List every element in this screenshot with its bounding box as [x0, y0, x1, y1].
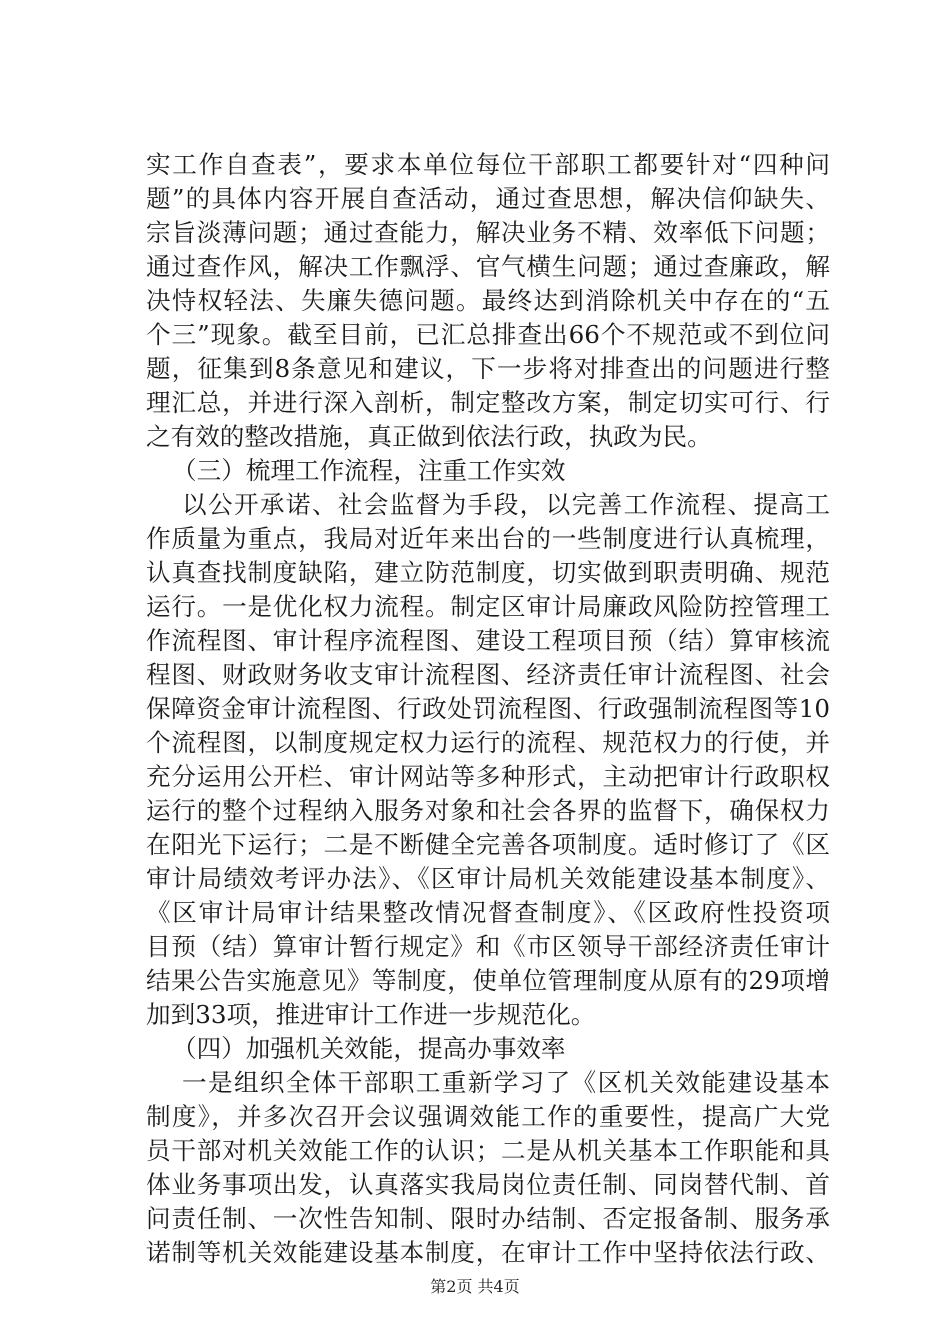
text-line: 宗旨淡薄问题；通过查能力，解决业务不精、效率低下问题； [146, 218, 830, 247]
text-line: 目预（结）算审计暂行规定》和《市区领导干部经济责任审计 [146, 932, 830, 961]
text-line: 充分运用公开栏、审计网站等多种形式，主动把审计行政职权 [146, 762, 830, 791]
text-line: 运行。一是优化权力流程。制定区审计局廉政风险防控管理工 [146, 592, 830, 621]
page-number-footer: 第2页 共4页 [430, 1277, 520, 1296]
text-line: 以公开承诺、社会监督为手段，以完善工作流程、提高工 [182, 490, 830, 519]
text-line: 一是组织全体干部职工重新学习了《区机关效能建设基本 [182, 1068, 830, 1097]
text-line: 作质量为重点，我局对近年来出台的一些制度进行认真梳理， [146, 524, 830, 553]
text-line: 理汇总，并进行深入剖析，制定整改方案，制定切实可行、行 [146, 388, 830, 417]
text-line: 《区审计局审计结果整改情况督查制度》、《区政府性投资项 [146, 898, 830, 927]
text-line: 实工作自查表”，要求本单位每位干部职工都要针对“四种问 [146, 150, 830, 179]
text-line: 通过查作风，解决工作飘浮、官气横生问题；通过查廉政，解 [146, 252, 830, 281]
text-line: 个流程图，以制度规定权力运行的流程、规范权力的行使，并 [146, 728, 830, 757]
text-line: 加到33项，推进审计工作进一步规范化。 [146, 1000, 596, 1029]
text-line: 认真查找制度缺陷，建立防范制度，切实做到职责明确、规范 [146, 558, 830, 587]
text-line: 作流程图、审计程序流程图、建设工程项目预（结）算审核流 [146, 626, 830, 655]
text-line: 问责任制、一次性告知制、限时办结制、否定报备制、服务承 [146, 1204, 830, 1233]
text-line: 结果公告实施意见》等制度，使单位管理制度从原有的29项增 [146, 966, 830, 995]
text-line: 诺制等机关效能建设基本制度，在审计工作中坚持依法行政、 [146, 1238, 830, 1267]
section-heading: （四）加强机关效能，提高办事效率 [172, 1034, 566, 1063]
text-line: 题”的具体内容开展自查活动，通过查思想，解决信仰缺失、 [146, 184, 830, 213]
text-line: 运行的整个过程纳入服务对象和社会各界的监督下，确保权力 [146, 796, 830, 825]
text-line: 题，征集到8条意见和建议，下一步将对排查出的问题进行整 [146, 354, 830, 383]
text-line: 之有效的整改措施，真正做到依法行政，执政为民。 [146, 422, 712, 451]
text-line: 审计局绩效考评办法》、《区审计局机关效能建设基本制度》、 [146, 864, 830, 893]
text-line: 决恃权轻法、失廉失德问题。最终达到消除机关中存在的“五 [146, 286, 830, 315]
text-line: 员干部对机关效能工作的认识；二是从机关基本工作职能和具 [146, 1136, 830, 1165]
text-line: 个三”现象。截至目前，已汇总排查出66个不规范或不到位问 [146, 320, 830, 349]
document-body [146, 148, 830, 1270]
text-line: 体业务事项出发，认真落实我局岗位责任制、同岗替代制、首 [146, 1170, 830, 1199]
text-line: 程图、财政财务收支审计流程图、经济责任审计流程图、社会 [146, 660, 830, 689]
section-heading: （三）梳理工作流程，注重工作实效 [172, 456, 566, 485]
text-line: 在阳光下运行；二是不断健全完善各项制度。适时修订了《区 [146, 830, 830, 859]
text-line: 保障资金审计流程图、行政处罚流程图、行政强制流程图等10 [146, 694, 830, 723]
text-line: 制度》，并多次召开会议强调效能工作的重要性，提高广大党 [146, 1102, 830, 1131]
